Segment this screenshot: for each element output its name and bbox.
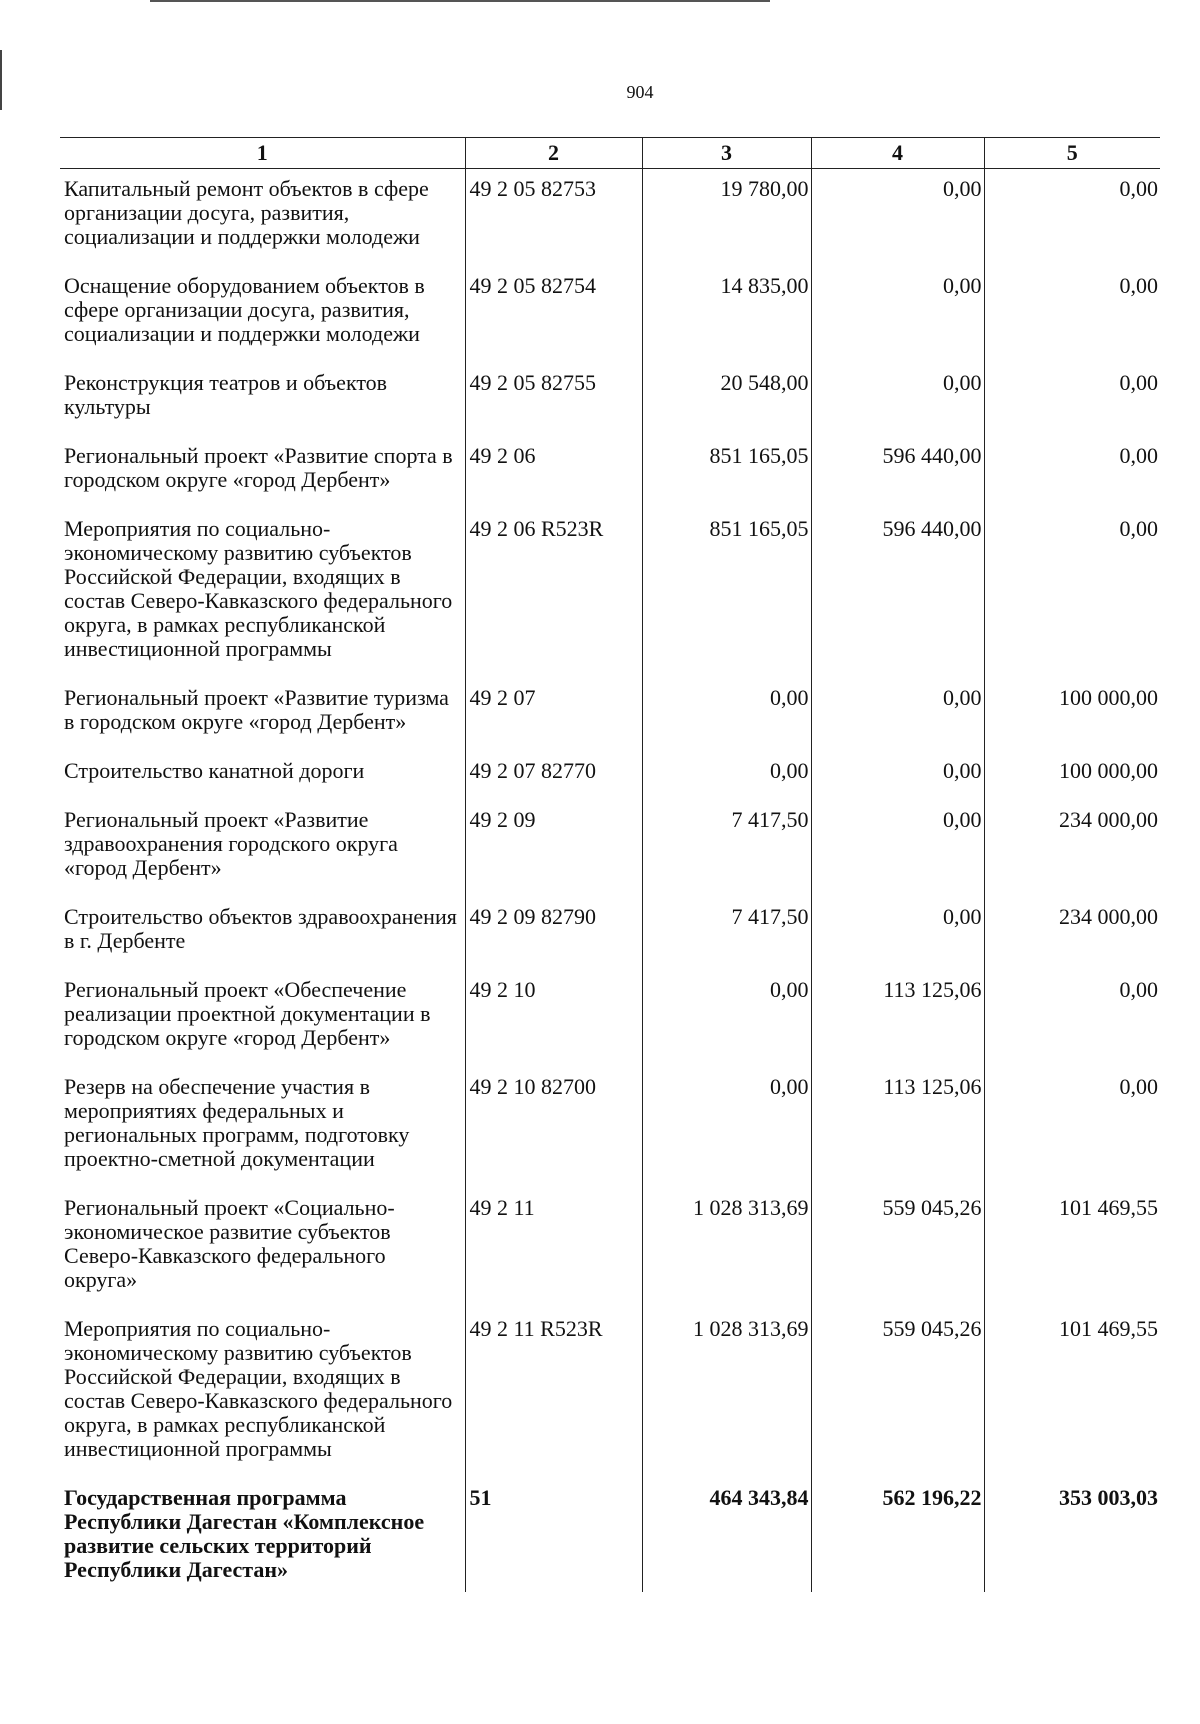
row-value-3: 851 165,05 [642, 436, 811, 509]
row-value-3: 19 780,00 [642, 169, 811, 267]
table-row [60, 897, 1160, 970]
row-value-4: 562 196,22 [811, 1478, 984, 1592]
row-value-3: 1 028 313,69 [642, 1309, 811, 1478]
row-name: Резерв на обеспечение участия в мероприятиях федеральных и региональных программ, подготовку проектно-сметной документации [64, 1074, 410, 1171]
row-code: 49 2 11 R523R [465, 1309, 642, 1478]
row-code: 51 [465, 1478, 642, 1592]
row-value-4: 596 440,00 [811, 436, 984, 509]
row-value-4: 596 440,00 [811, 509, 984, 678]
table-row [60, 266, 1160, 363]
row-name: Региональный проект «Развитие туризма в городском округе «город Дербент» [64, 685, 449, 734]
row-value-5: 0,00 [984, 1067, 1160, 1188]
row-code: 49 2 06 R523R [465, 509, 642, 678]
column-header-4: 4 [811, 138, 984, 169]
row-value-5: 0,00 [984, 169, 1160, 267]
row-name: Региональный проект «Развитие здравоохранения городского округа «город Дербент» [64, 807, 398, 880]
table-row [60, 1067, 1160, 1188]
row-value-4: 0,00 [811, 363, 984, 436]
row-value-5: 101 469,55 [984, 1188, 1160, 1309]
table-row [60, 751, 1160, 800]
row-name: Мероприятия по социально-экономическому развитию субъектов Российской Федерации, входящих в состав Северо-Кавказского федерального округа, в рамках республиканской инвестиционной программы [64, 516, 453, 661]
table-row [60, 970, 1160, 1067]
column-header-2: 2 [465, 138, 642, 169]
table-row [60, 678, 1160, 751]
row-value-3: 0,00 [642, 1067, 811, 1188]
table-row [60, 800, 1160, 897]
row-value-3: 0,00 [642, 751, 811, 800]
table-row [60, 169, 1160, 267]
column-header-1: 1 [60, 138, 465, 169]
table-row [60, 509, 1160, 678]
row-value-3: 7 417,50 [642, 897, 811, 970]
table-row-program-total [60, 1478, 1160, 1592]
table-row [60, 1309, 1160, 1478]
row-name: Мероприятия по социально-экономическому развитию субъектов Российской Федерации, входящих в состав Северо-Кавказского федерального округа, в рамках республиканской инвестиционной программы [64, 1316, 453, 1461]
row-name: Государственная программа Республики Дагестан «Комплексное развитие сельских территорий Республики Дагестан» [64, 1485, 425, 1582]
row-value-3: 0,00 [642, 970, 811, 1067]
row-value-4: 0,00 [811, 751, 984, 800]
row-value-4: 559 045,26 [811, 1309, 984, 1478]
page-number: 904 [626, 82, 654, 102]
row-value-3: 1 028 313,69 [642, 1188, 811, 1309]
row-name: Региональный проект «Обеспечение реализации проектной документации в городском округе «город Дербент» [64, 977, 431, 1050]
row-value-5: 0,00 [984, 970, 1160, 1067]
row-code: 49 2 07 82770 [465, 751, 642, 800]
row-name: Региональный проект «Социально-экономическое развитие субъектов Северо-Кавказского федерального округа» [64, 1195, 395, 1292]
row-value-3: 7 417,50 [642, 800, 811, 897]
row-code: 49 2 05 82755 [465, 363, 642, 436]
row-code: 49 2 06 [465, 436, 642, 509]
row-value-4: 559 045,26 [811, 1188, 984, 1309]
row-value-3: 14 835,00 [642, 266, 811, 363]
row-value-4: 113 125,06 [811, 970, 984, 1067]
table-row [60, 436, 1160, 509]
row-value-5: 100 000,00 [984, 751, 1160, 800]
row-value-5: 0,00 [984, 509, 1160, 678]
table-row [60, 1188, 1160, 1309]
row-value-3: 0,00 [642, 678, 811, 751]
row-value-5: 100 000,00 [984, 678, 1160, 751]
row-value-5: 234 000,00 [984, 800, 1160, 897]
row-code: 49 2 11 [465, 1188, 642, 1309]
row-name: Реконструкция театров и объектов культуры [64, 370, 388, 419]
budget-table [60, 137, 1160, 1592]
row-name: Региональный проект «Развитие спорта в городском округе «город Дербент» [64, 443, 453, 492]
row-code: 49 2 09 82790 [465, 897, 642, 970]
row-value-5: 0,00 [984, 363, 1160, 436]
row-value-4: 0,00 [811, 678, 984, 751]
row-code: 49 2 05 82753 [465, 169, 642, 267]
row-value-4: 0,00 [811, 266, 984, 363]
column-header-3: 3 [642, 138, 811, 169]
row-value-5: 0,00 [984, 436, 1160, 509]
header-row [60, 138, 1160, 169]
row-value-4: 113 125,06 [811, 1067, 984, 1188]
row-name: Оснащение оборудованием объектов в сфере организации досуга, развития, социализации и поддержки молодежи [64, 273, 425, 346]
row-value-4: 0,00 [811, 169, 984, 267]
row-code: 49 2 05 82754 [465, 266, 642, 363]
row-value-5: 101 469,55 [984, 1309, 1160, 1478]
row-code: 49 2 09 [465, 800, 642, 897]
row-value-3: 20 548,00 [642, 363, 811, 436]
row-name: Строительство канатной дороги [64, 758, 365, 783]
row-name: Строительство объектов здравоохранения в г. Дербенте [64, 904, 457, 953]
row-value-5: 0,00 [984, 266, 1160, 363]
row-code: 49 2 10 82700 [465, 1067, 642, 1188]
table-row [60, 363, 1160, 436]
row-value-5: 234 000,00 [984, 897, 1160, 970]
row-value-3: 464 343,84 [642, 1478, 811, 1592]
row-name: Капитальный ремонт объектов в сфере организации досуга, развития, социализации и поддержки молодежи [64, 176, 429, 249]
row-code: 49 2 07 [465, 678, 642, 751]
row-value-5: 353 003,03 [984, 1478, 1160, 1592]
row-code: 49 2 10 [465, 970, 642, 1067]
top-rule [150, 0, 770, 2]
row-value-4: 0,00 [811, 800, 984, 897]
row-value-4: 0,00 [811, 897, 984, 970]
column-header-5: 5 [984, 138, 1160, 169]
row-value-3: 851 165,05 [642, 509, 811, 678]
